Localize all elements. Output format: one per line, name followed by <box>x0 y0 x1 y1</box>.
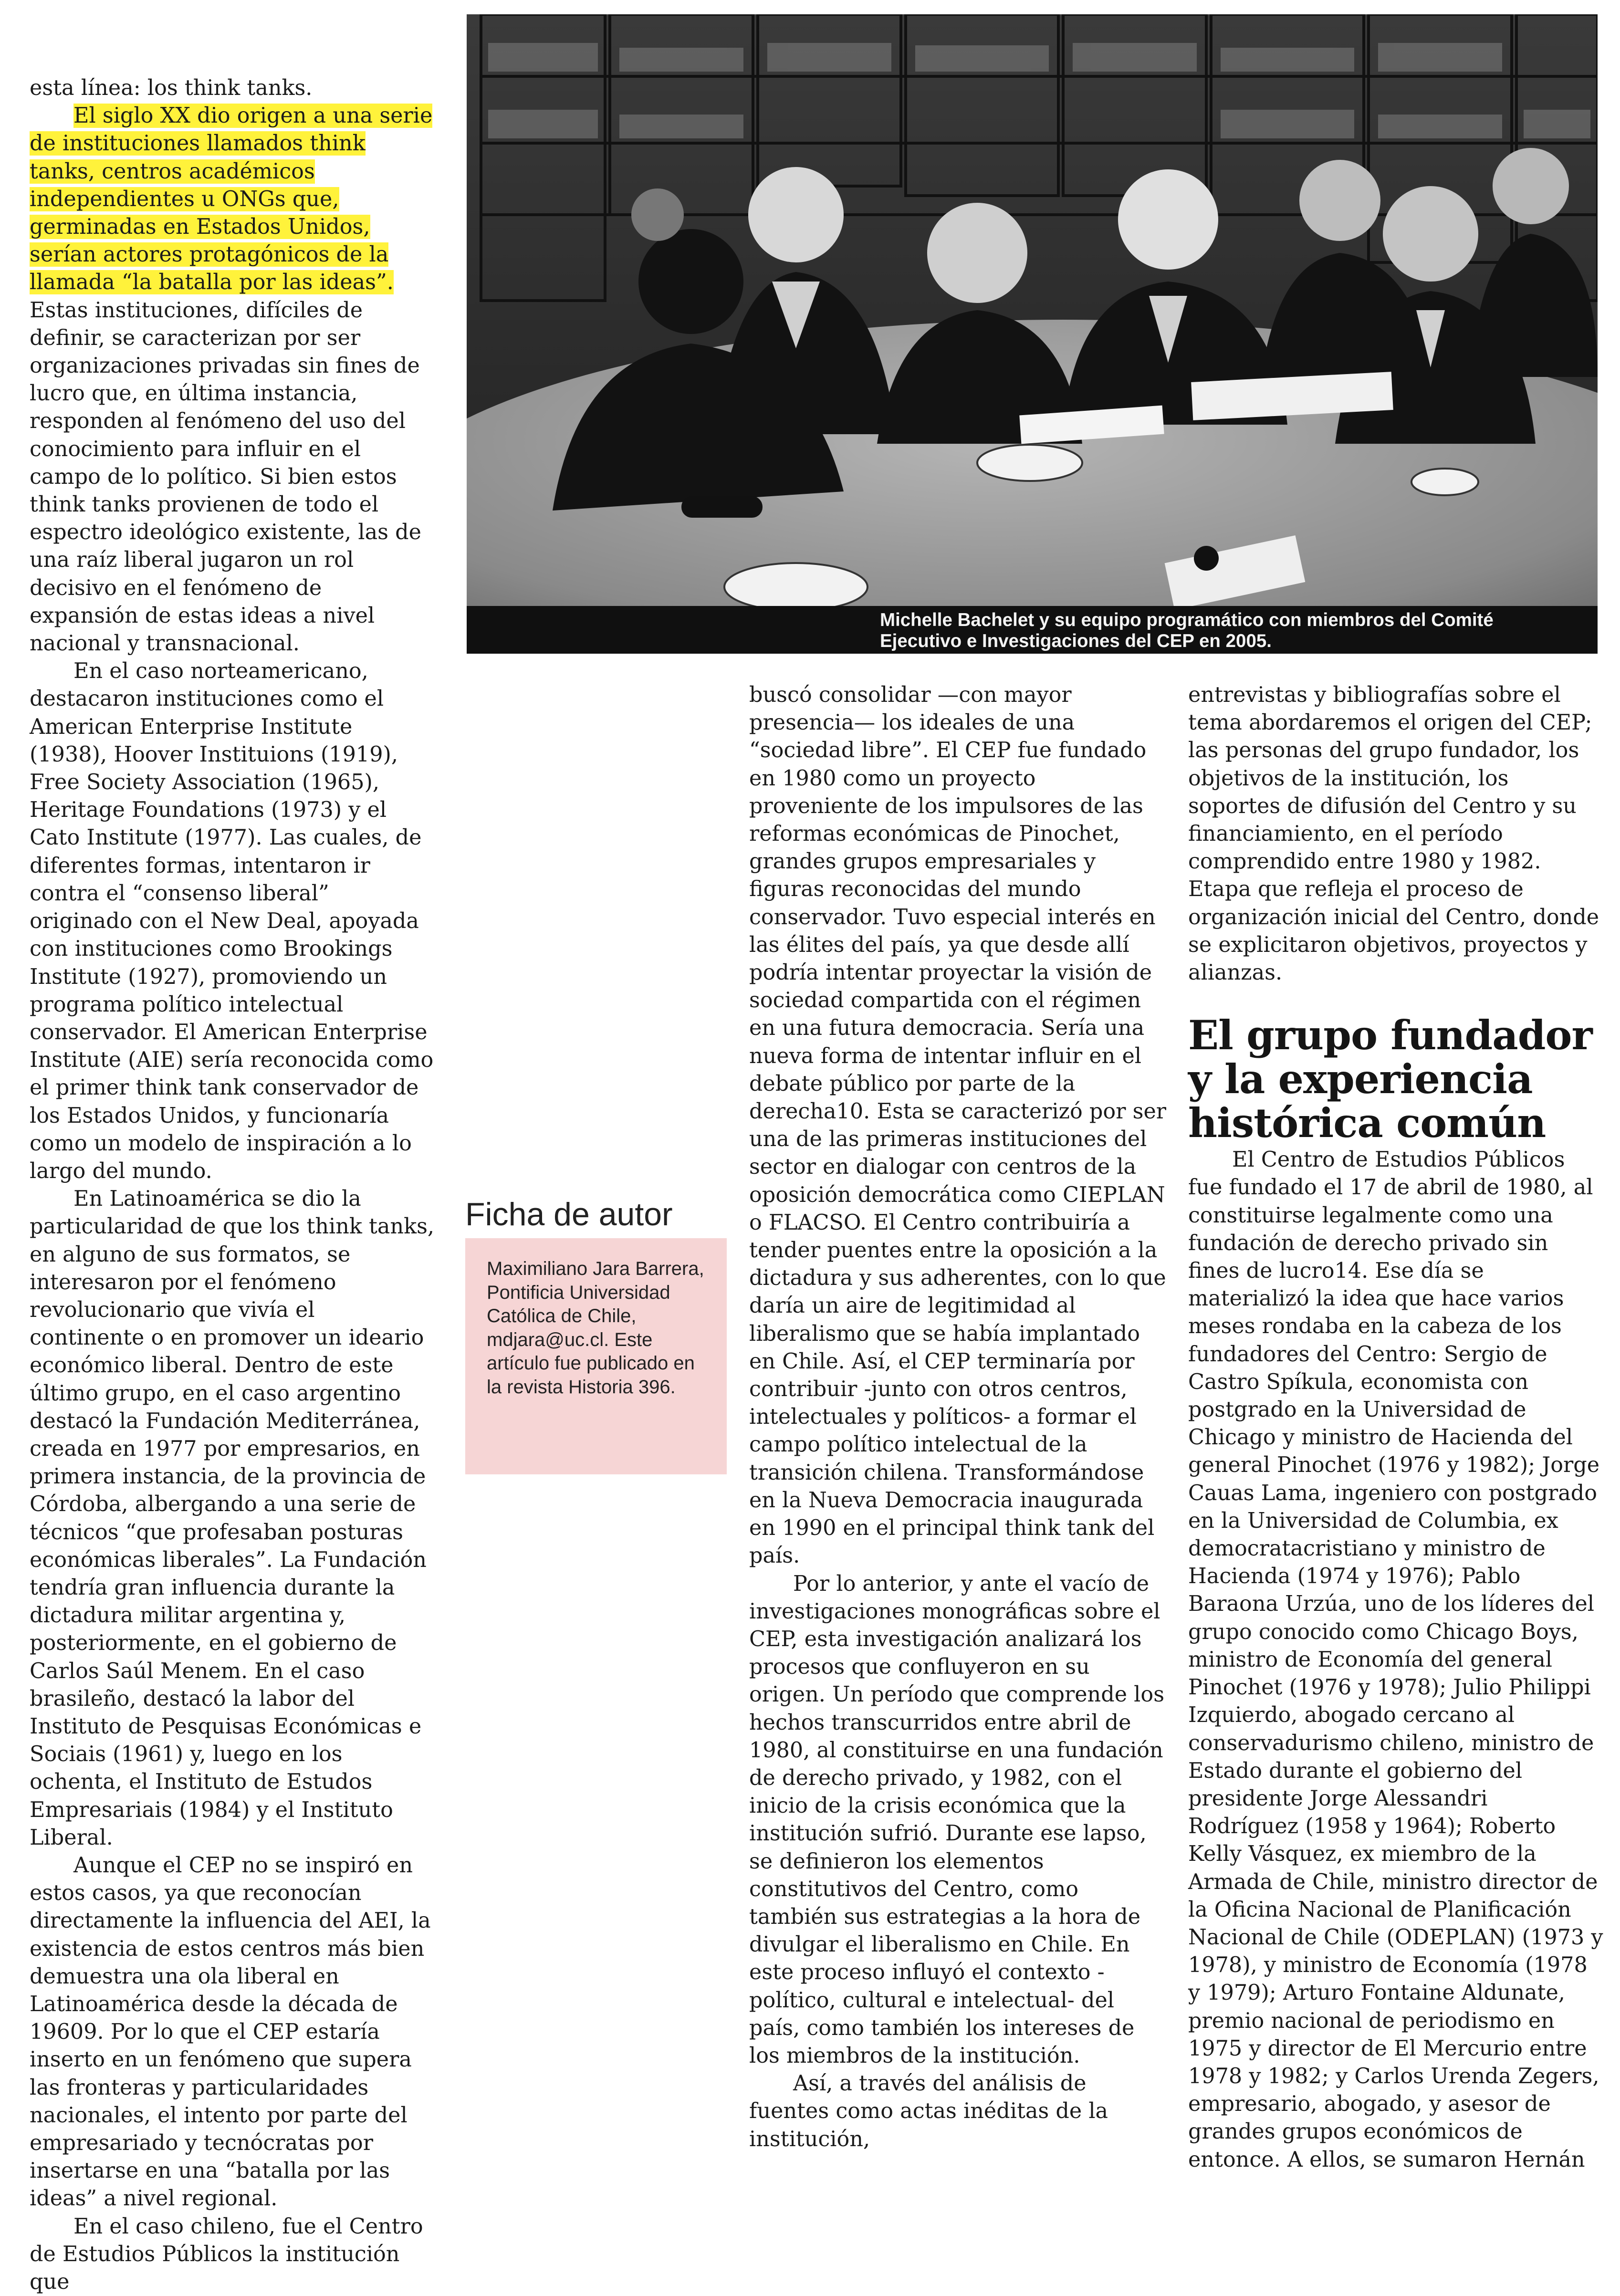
paragraph: buscó consolidar —con mayor presencia— los ideales de una “sociedad libre”. El CEP fue fundado en 1980 como un proyecto proveniente de los impulsores de las reformas económicas de Pinochet, grandes grupos empresariales y figuras reconocidas del mundo conservador. Tuvo especial interés en las élites del país, ya que desde allí podría intentar proyectar la visión de sociedad compartida con el régimen en una futura democracia. Sería una nueva forma de intentar influir en el debate público por parte de la derecha10. Esta se caracterizó por ser una de las primeras instituciones del sector en dialogar con centros de la oposición democrática como CIEPLAN o FLACSO. El Centro contribuiría a tender puentes entre la oposición a la dictadura y sus adherentes, con lo que daría un aire de legitimidad al liberalismo que se había implantado en Chile. Así, el CEP terminaría por contribuir -junto con otros centros, intelectuales y políticos- a formar el campo político intelectual de la transición chilena. Transformándose en la Nueva Democracia inaugurada en 1990 en el principal think tank del país. <box>749 683 1167 1568</box>
article-column-3 <box>1188 681 1603 2174</box>
paragraph: El Centro de Estudios Públicos fue fundado el 17 de abril de 1980, al constituirse legalmente como una fundación de derecho privado sin fines de lucro14. Ese día se materializó la idea que hace varios meses rondaba en la cabeza de los fundadores del Centro: Sergio de Castro Spíkula, economista con postgrado en la Universidad de Chicago y ministro de Hacienda del general Pinochet (1976 y 1982); Jorge Cauas Lama, ingeniero con postgrado en la Universidad de Columbia, ex democratacristiano y ministro de Hacienda (1974 y 1976); Pablo Baraona Urzúa, uno de los líderes del grupo conocido como Chicago Boys, ministro de Economía del general Pinochet (1976 y 1978); Julio Philippi Izquierdo, abogado cercano al conservadurismo chileno, ministro de Estado durante el gobierno del presidente Jorge Alessandri Rodríguez (1958 y 1964); Roberto Kelly Vásquez, ex miembro de la Armada de Chile, ministro director de la Oficina Nacional de Planificación Nacional de Chile (ODEPLAN) (1973 y 1978), y ministro de Economía (1978 y 1979); Arturo Fontaine Aldunate, premio nacional de periodismo en 1975 y director de El Mercurio entre 1978 y 1982; y Carlos Urenda Zegers, empresario, abogado, y asesor de grandes grupos económicos de entonce. A ellos, se sumaron Hernán <box>1188 1148 1603 2172</box>
photo-illustration <box>467 14 1598 654</box>
author-card-body: Maximiliano Jara Barrera, Pontificia Universidad Católica de Chile, mdjara@uc.cl. Este artículo fue publicado en la revista Historia 396. <box>487 1258 704 1398</box>
paragraph <box>30 102 435 657</box>
paragraph: esta línea: los think tanks. <box>30 76 313 100</box>
author-card-title: Ficha de autor <box>465 1196 673 1232</box>
article-column-1 <box>30 74 435 2296</box>
paragraph: entrevistas y bibliografías sobre el tema abordaremos el origen del CEP; las personas del grupo fundador, los objetivos de la institución, los soportes de difusión del Centro y su financiamiento, en el período comprendido entre 1980 y 1982. Etapa que refleja el proceso de organización inicial del Centro, donde se explicitaron objetivos, proyectos y alianzas. <box>1188 683 1599 985</box>
paragraph: En Latinoamérica se dio la particularidad de que los think tanks, en alguno de sus formatos, se interesaron por el fenómeno revolucionario que vivía el continente o en promover un ideario económico liberal. Dentro de este último grupo, en el caso argentino destacó la Fundación Mediterránea, creada en 1977 por empresarios, en primera instancia, de la provincia de Córdoba, albergando a una serie de técnicos “que profesaban posturas económicas liberales”. La Fundación tendría gran influencia durante la dictadura militar argentina y, posteriormente, en el gobierno de Carlos Saúl Menem. En el caso brasileño, destacó la labor del Instituto de Pesquisas Económicas e Sociais (1961) y, luego en los ochenta, el Instituto de Estudos Empresariais (1984) y el Instituto Liberal. <box>30 1187 435 1850</box>
paragraph: Aunque el CEP no se inspiró en estos casos, ya que reconocían directamente la influencia del AEI, la existencia de estos centros más bien demuestra una ola liberal en Latinoamérica desde la década de 19609. Por lo que el CEP estaría inserto en un fenómeno que supera las fronteras y particularidades nacionales, el intento por parte del empresariado y tecnócratas por insertarse en una “batalla por las ideas” a nivel regional. <box>30 1853 431 2211</box>
photo-caption <box>467 606 1598 654</box>
author-card <box>465 1238 727 1474</box>
paragraph-text: Estas instituciones, difíciles de definir, se caracterizan por ser organizaciones privadas sin fines de lucro que, en última instancia, responden al fenómeno del uso del conocimiento para influir en el campo de lo político. Si bien estos think tanks provienen de todo el espectro ideológico existente, las de una raíz liberal jugaron un rol decisivo en el fenómeno de expansión de estas ideas a nivel nacional y transnacional. <box>30 298 421 656</box>
caption-line: Michelle Bachelet y su equipo programático con miembros del Comité <box>880 610 1494 630</box>
paragraph: Por lo anterior, y ante el vacío de investigaciones monográficas sobre el CEP, esta investigación analizará los procesos que confluyeron en su origen. Un período que comprende los hechos transcurridos entre abril de 1980, al constituirse en una fundación de derecho privado, y 1982, con el inicio de la crisis económica que la institución sufrió. Durante ese lapso, se definieron los elementos constitutivos del Centro, como también sus estrategias a la hora de divulgar el liberalismo en Chile. En este proceso influyó el contexto -político, cultural e intelectual- del país, como también los intereses de los miembros de la institución. <box>749 1571 1165 2068</box>
paragraph: En el caso norteamericano, destacaron instituciones como el American Enterprise Institute (1938), Hoover Instituions (1919), Free Society Association (1965), Heritage Foundations (1973) y el Cato Institute (1977). Las cuales, de diferentes formas, intentaron ir contra el “consenso liberal” originado con el New Deal, apoyada con instituciones como Brookings Institute (1927), promoviendo un programa político intelectual conservador. El American Enterprise Institute (AIE) sería reconocida como el primer think tank conservador de los Estados Unidos, y funcionaría como un modelo de inspiración a lo largo del mundo. <box>30 659 434 1183</box>
paragraph: En el caso chileno, fue el Centro de Estudios Públicos la institución que <box>30 2214 423 2295</box>
article-column-2 <box>749 681 1169 2153</box>
meeting-photo <box>467 14 1598 654</box>
section-heading: El grupo fundador y la experiencia histórica común <box>1188 1012 1592 1147</box>
paragraph: Así, a través del análisis de fuentes como actas inéditas de la institución, <box>749 2071 1108 2151</box>
caption-line: Ejecutivo e Investigaciones del CEP en 2005. <box>880 631 1272 651</box>
highlighted-text: El siglo XX dio origen a una serie de instituciones llamados think tanks, centros académicos independientes u ONGs que, germinadas en Estados Unidos, serían actores protagónicos de la llamada “la batalla por las ideas”. <box>30 104 433 295</box>
